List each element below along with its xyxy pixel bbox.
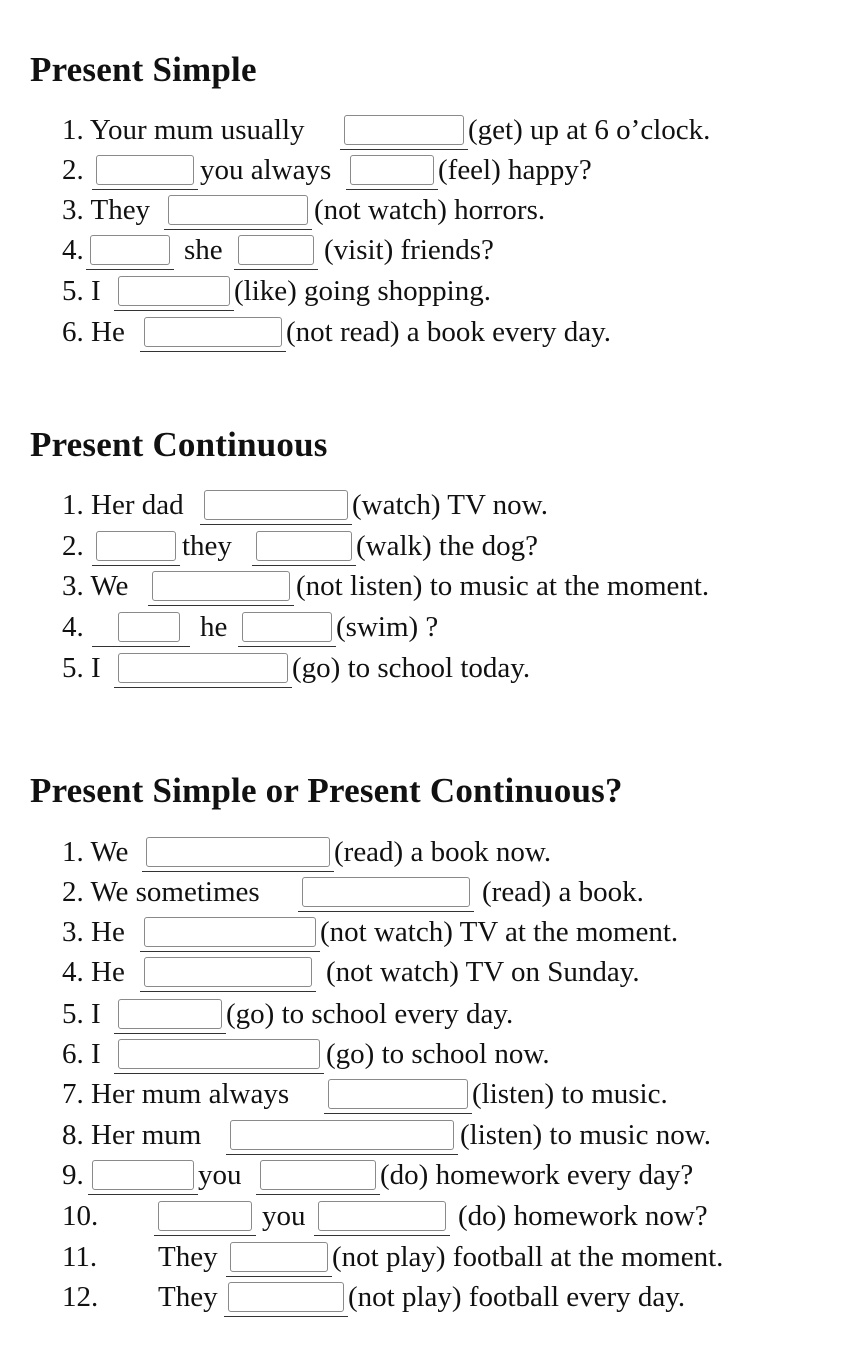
answer-blank[interactable] [114, 994, 226, 1034]
answer-blank[interactable] [114, 1034, 324, 1074]
answer-blank[interactable] [224, 1277, 348, 1317]
section-title-present-simple-or-continuous: Present Simple or Present Continuous? [30, 771, 623, 810]
answer-blank[interactable] [256, 1155, 380, 1195]
answer-blank[interactable] [340, 110, 468, 150]
answer-blank[interactable] [164, 190, 312, 230]
answer-blank[interactable] [324, 1074, 472, 1114]
answer-blank[interactable] [88, 1155, 198, 1195]
answer-blank[interactable] [114, 648, 292, 688]
answer-blank[interactable] [200, 485, 352, 525]
answer-blank[interactable] [346, 150, 438, 190]
answer-blank[interactable] [114, 271, 234, 311]
answer-blank[interactable] [314, 1196, 450, 1236]
answer-blank[interactable] [92, 526, 180, 566]
answer-blank[interactable] [86, 230, 174, 270]
answer-blank[interactable] [238, 607, 336, 647]
answer-blank[interactable] [226, 1237, 332, 1277]
answer-blank[interactable] [140, 312, 286, 352]
section-title-present-simple: Present Simple [30, 50, 257, 89]
answer-blank[interactable] [140, 952, 316, 992]
answer-blank[interactable] [226, 1115, 458, 1155]
answer-blank[interactable] [298, 872, 474, 912]
answer-blank[interactable] [140, 912, 320, 952]
answer-blank[interactable] [148, 566, 294, 606]
answer-blank[interactable] [92, 607, 190, 647]
answer-blank[interactable] [234, 230, 318, 270]
answer-blank[interactable] [154, 1196, 256, 1236]
answer-blank[interactable] [92, 150, 198, 190]
answer-blank[interactable] [252, 526, 356, 566]
answer-blank[interactable] [142, 832, 334, 872]
section-title-present-continuous: Present Continuous [30, 425, 328, 464]
